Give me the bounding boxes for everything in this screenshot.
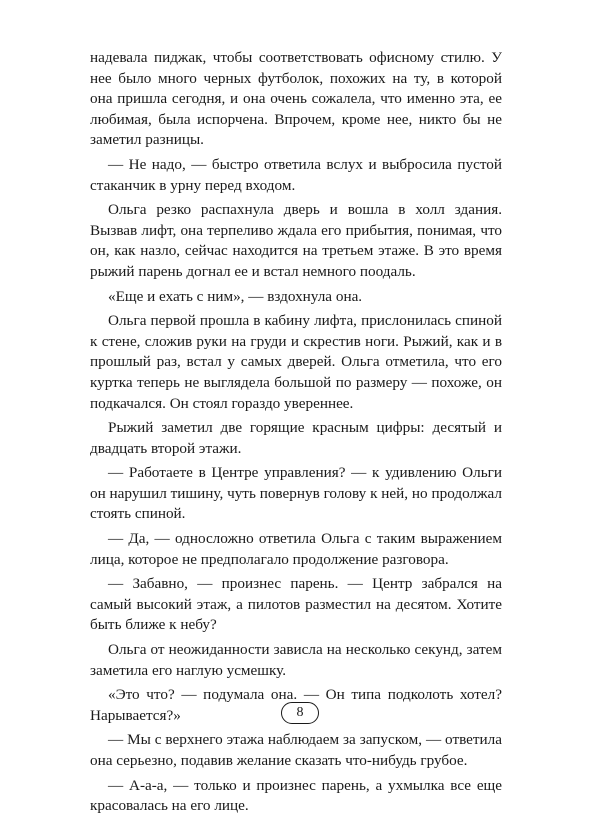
paragraph: — Работаете в Центре управления? — к удивлению Ольги он нарушил тишину, чуть повернув голову к ней, но продолжал стоять спиной. bbox=[90, 464, 502, 523]
paragraph: «Это что? — подумала она. — Он типа подколоть хотел? Нарывается?» bbox=[90, 686, 502, 724]
paragraph: — Забавно, — произнес парень. — Центр забрался на самый высокий этаж, а пилотов разместил на десятом. Хотите быть ближе к небу? bbox=[90, 575, 502, 634]
paragraph: — Не надо, — быстро ответила вслух и выбросила пустой стаканчик в урну перед входом. bbox=[90, 155, 502, 194]
paragraph: «Еще и ехать с ним», — вздохнула она. bbox=[108, 287, 363, 305]
page-number: 8 bbox=[281, 702, 319, 724]
paragraph: — А-а-а, — только и произнес парень, а ухмылка все еще красовалась на его лице. bbox=[90, 776, 502, 815]
paragraph: Рыжий заметил две горящие красным цифры: десятый и двадцать второй этажи. bbox=[90, 419, 502, 457]
paragraph: — Мы с верхнего этажа наблюдаем за запуском, — ответила она серьезно, подавив желание сказать что-нибудь грубое. bbox=[90, 731, 502, 769]
paragraph: Ольга резко распахнула дверь и вошла в холл здания. Вызвав лифт, она терпеливо ждала его прибытия, понимая, что он, как назло, сейчас находится на третьем этаже. В это время рыжий парень догнал ее и встал немного поодаль. bbox=[90, 201, 502, 280]
paragraph: Ольга от неожиданности зависла на несколько секунд, затем заметила его наглую усмешку. bbox=[90, 641, 502, 679]
paragraph: надевала пиджак, чтобы соответствовать офисному стилю. У нее было много черных футболок, похожих на ту, в которой она пришла сегодня, и она очень сожалела, что именно эта, ее любимая, была испорчена. Впрочем, кроме нее, никто бы не заметил разницы. bbox=[90, 49, 502, 149]
paragraph: — Да, — односложно ответила Ольга с таким выражением лица, которое не предполагало продолжение разговора. bbox=[90, 530, 502, 568]
page-footer bbox=[0, 702, 600, 724]
paragraph: Ольга первой прошла в кабину лифта, прислонилась спиной к стене, сложив руки на груди и скрестив ноги. Рыжий, как и в прошлый раз, встал у самых дверей. Ольга отметила, что его куртка теперь не выглядела большой по размеру — похоже, он подкачался. Он стоял гораздо увереннее. bbox=[90, 312, 502, 412]
